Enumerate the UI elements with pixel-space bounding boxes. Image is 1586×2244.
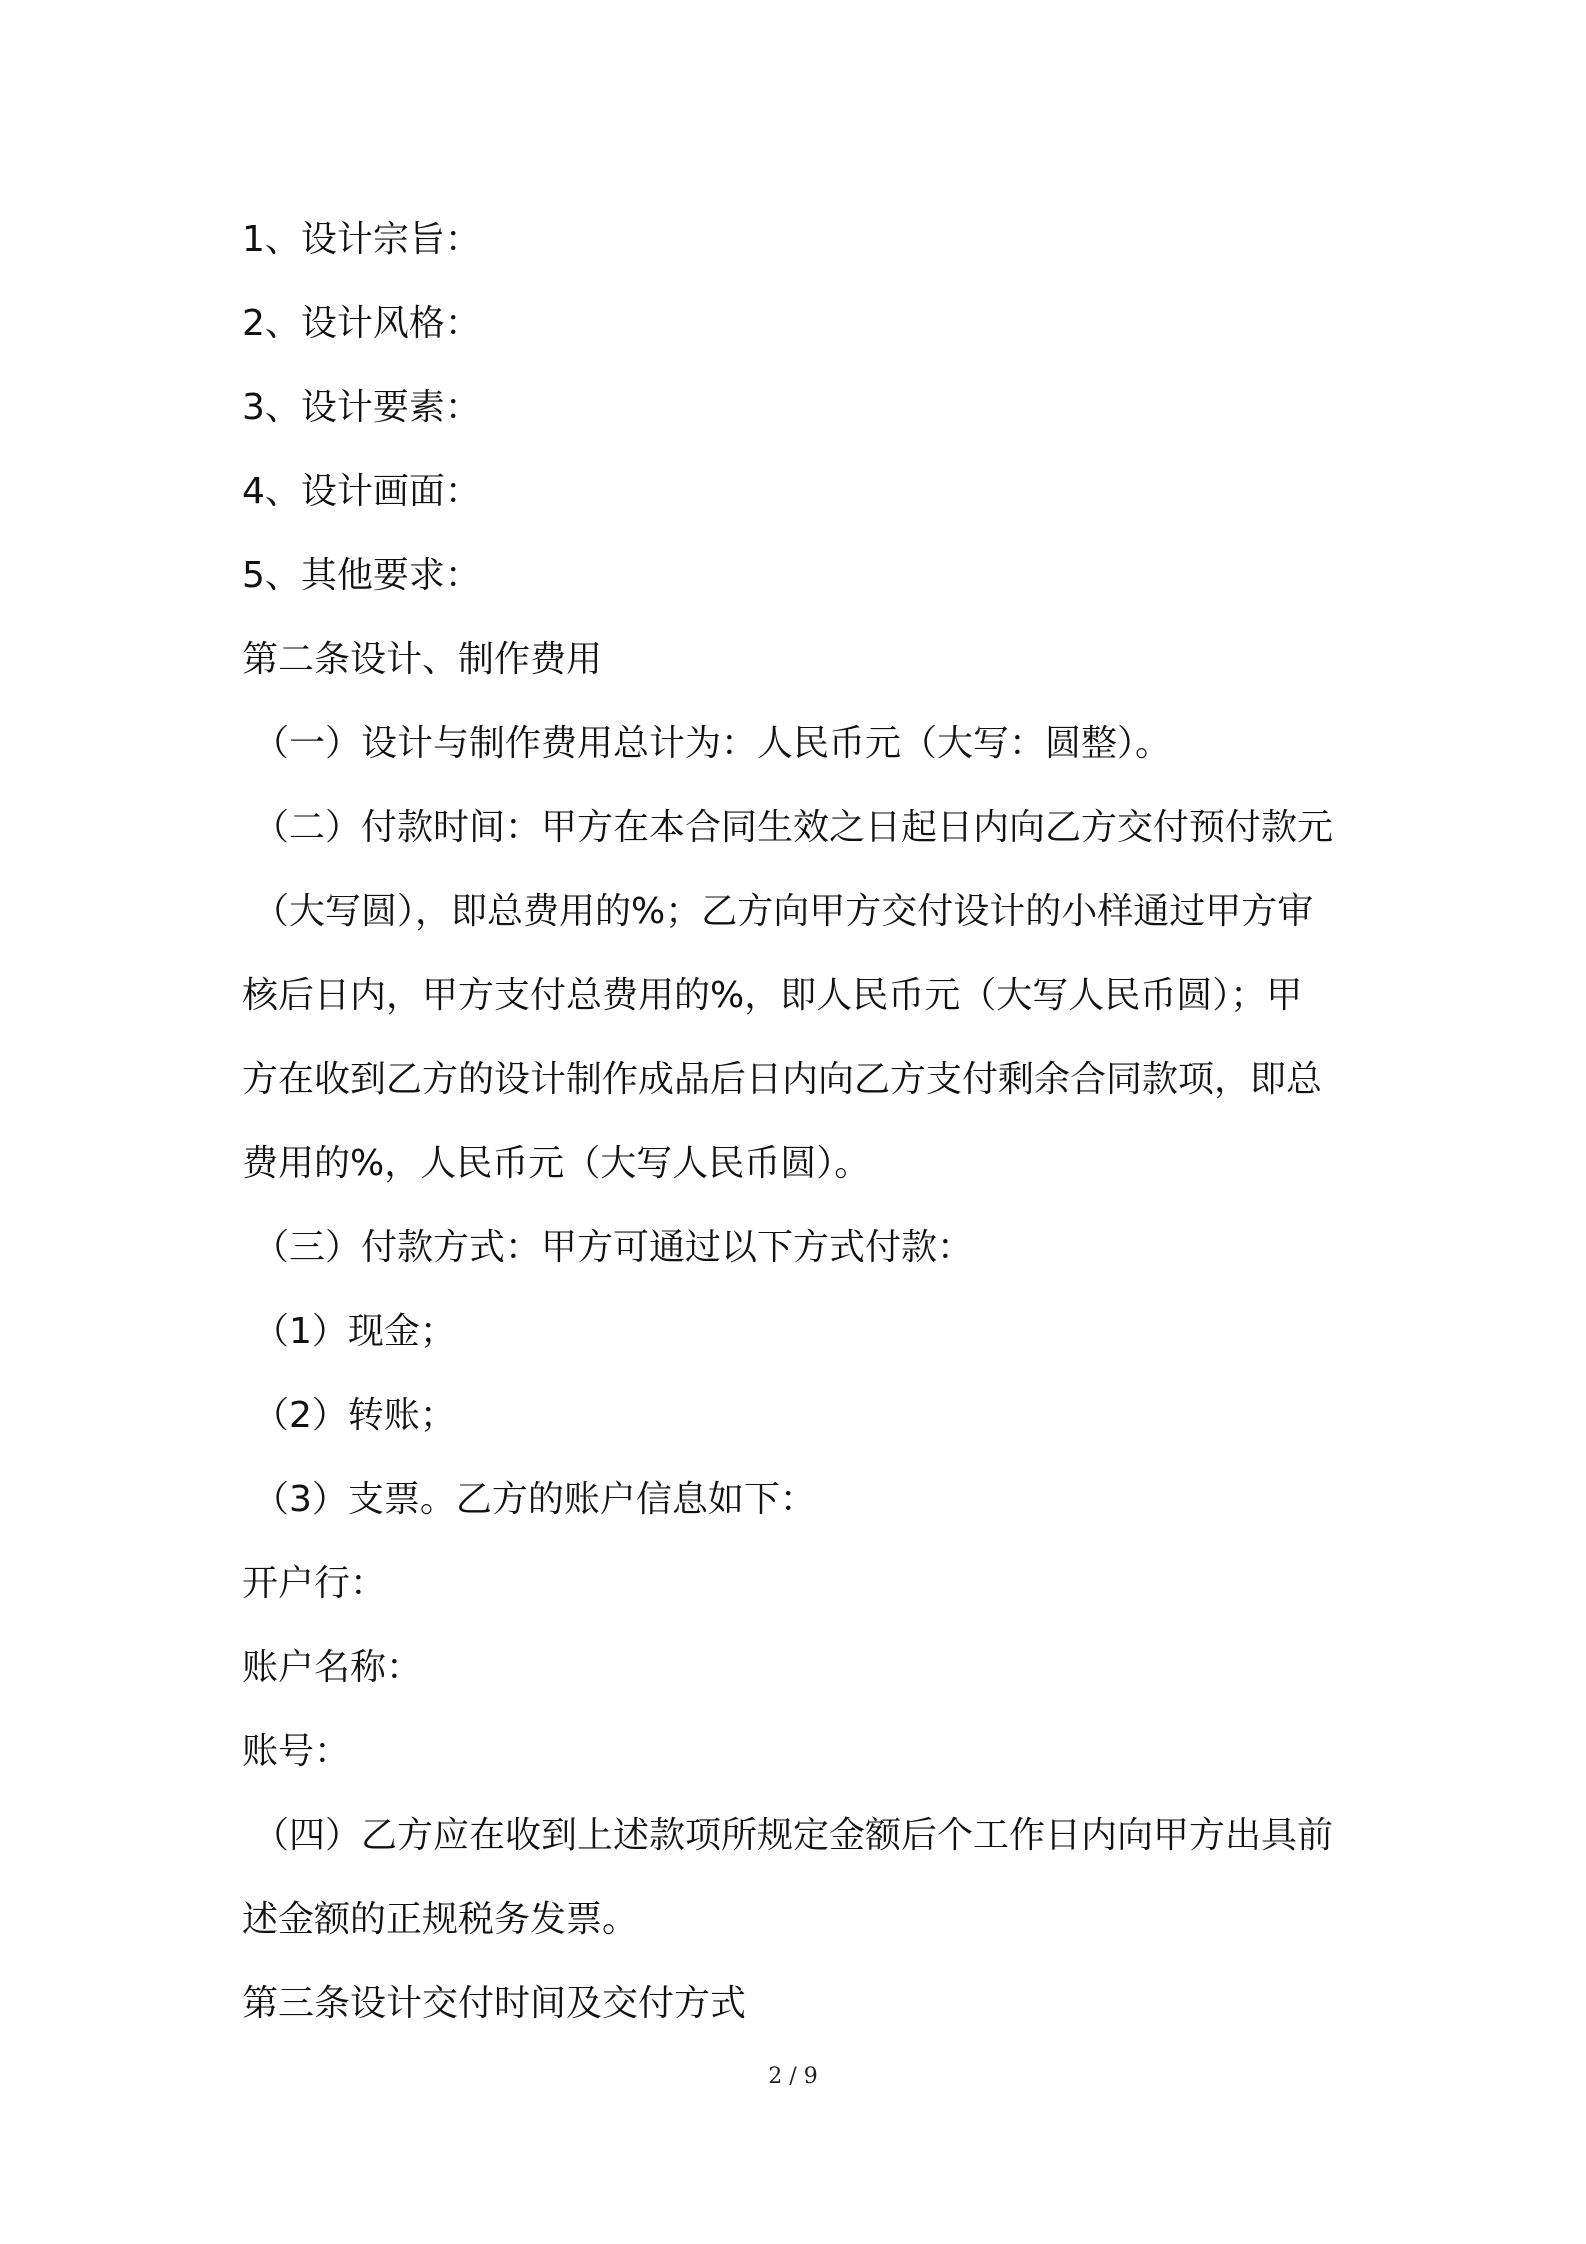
payment-option-check: （3）支票。乙方的账户信息如下： <box>253 1479 816 1520</box>
item-design-purpose: 1、设计宗旨： <box>242 219 481 260</box>
account-name-label: 账户名称： <box>242 1647 423 1688</box>
clause-payment-time-line-3: 核后日内，甲方支付总费用的%，即人民币元（大写人民币圆）；甲 <box>242 975 1303 1016</box>
account-number-label: 账号： <box>242 1731 351 1772</box>
clause-invoice-line-2: 述金额的正规税务发票。 <box>242 1899 639 1940</box>
page-number: 2 / 9 <box>768 2064 818 2089</box>
item-design-style: 2、设计风格： <box>242 303 481 344</box>
article-2-heading: 第二条设计、制作费用 <box>242 639 603 680</box>
clause-invoice-line-1: （四）乙方应在收到上述款项所规定金额后个工作日内向甲方出具前 <box>253 1815 1334 1856</box>
clause-payment-method: （三）付款方式：甲方可通过以下方式付款： <box>253 1227 974 1268</box>
clause-payment-time-line-1: （二）付款时间：甲方在本合同生效之日起日内向乙方交付预付款元 <box>253 807 1334 848</box>
clause-payment-time-line-5: 费用的%，人民币元（大写人民币圆）。 <box>242 1143 871 1184</box>
item-design-visuals: 4、设计画面： <box>242 471 481 512</box>
clause-payment-time-line-2: （大写圆），即总费用的%；乙方向甲方交付设计的小样通过甲方审 <box>253 891 1314 932</box>
clause-total-fee: （一）设计与制作费用总计为：人民币元（大写：圆整）。 <box>253 723 1172 764</box>
clause-payment-time-line-4: 方在收到乙方的设计制作成品后日内向乙方支付剩余合同款项，即总 <box>242 1059 1323 1100</box>
account-bank-label: 开户行： <box>242 1563 387 1604</box>
payment-option-cash: （1）现金； <box>253 1311 456 1352</box>
document-body <box>242 198 1357 2046</box>
item-design-elements: 3、设计要素： <box>242 387 481 428</box>
article-3-heading: 第三条设计交付时间及交付方式 <box>242 1983 747 2024</box>
item-other-requirements: 5、其他要求： <box>242 555 481 596</box>
payment-option-transfer: （2）转账； <box>253 1395 456 1436</box>
